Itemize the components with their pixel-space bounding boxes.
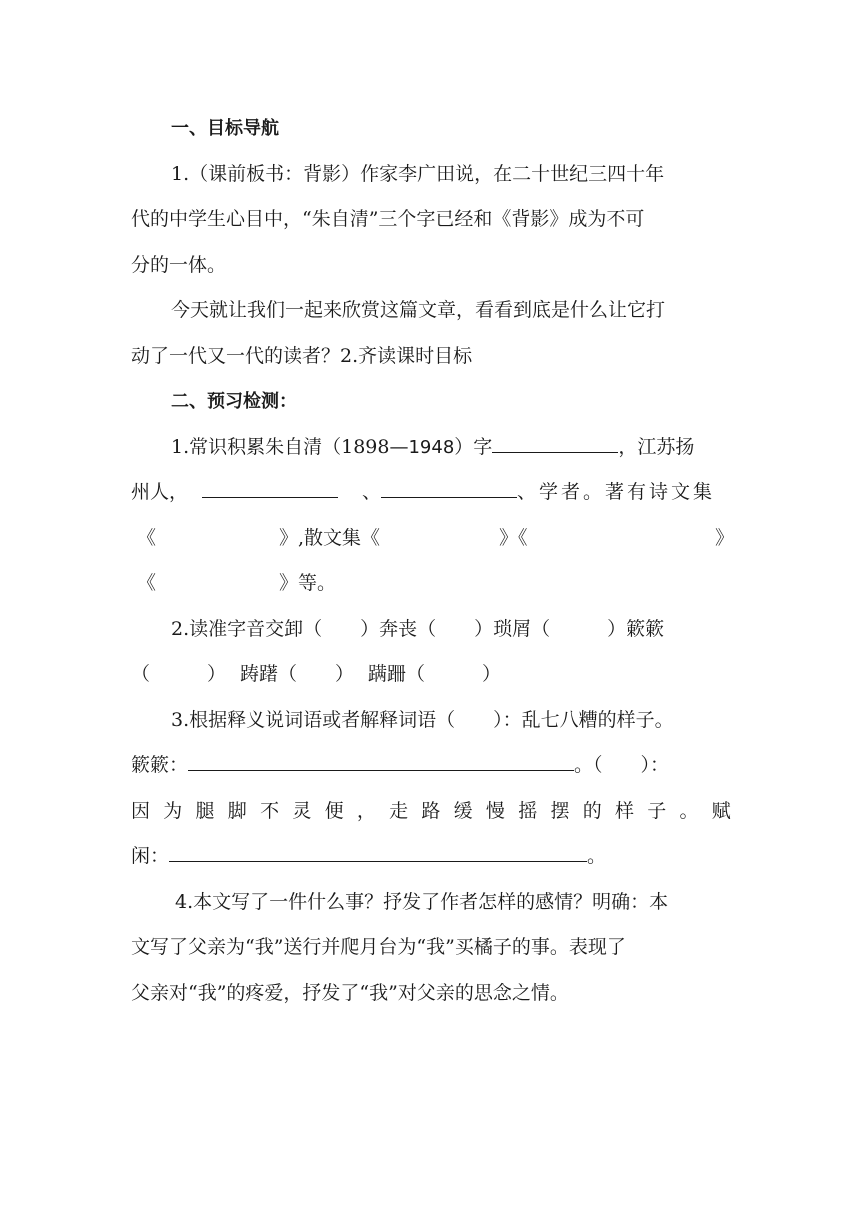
section-heading-preview: 二、预习检测： bbox=[171, 391, 297, 412]
question-char: 子 bbox=[647, 799, 667, 822]
answer-blank[interactable] bbox=[169, 839, 587, 862]
question-text: 。 bbox=[587, 845, 607, 867]
section-heading-goals: 一、目标导航 bbox=[171, 118, 279, 139]
question-text: 簌簌： bbox=[131, 754, 189, 776]
answer-blank[interactable] bbox=[492, 430, 618, 453]
question-char: 赋 bbox=[711, 799, 731, 822]
question-text: 1.常识积累朱自清（1898— bbox=[171, 435, 409, 458]
question-text: 1948 bbox=[408, 436, 455, 458]
question-1-line-4 bbox=[131, 561, 731, 607]
question-2-line-1: 2.读准字音交卸（ ）奔丧（ ）琐屑（ ）簌簌 bbox=[171, 617, 665, 640]
question-char: 不 bbox=[260, 799, 280, 822]
paragraph-line: 今天就让我们一起来欣赏这篇文章，看看到底是什么让它打 bbox=[171, 299, 666, 321]
question-3-line-1: 3.根据释义说词语或者解释词语（ ）：乱七八糟的样子。 bbox=[171, 708, 674, 731]
question-3-line-4 bbox=[131, 834, 731, 880]
question-3-line-2 bbox=[131, 743, 731, 789]
question-text: 》,散文集《 bbox=[279, 526, 381, 549]
question-char: 摇 bbox=[518, 799, 538, 822]
question-1-line-1 bbox=[131, 425, 731, 471]
question-text: 《 bbox=[137, 526, 157, 549]
question-4-line-1: 4.本文写了一件什么事？抒发了作者怎样的感情？明确：本 bbox=[175, 890, 669, 913]
answer-blank[interactable] bbox=[381, 475, 517, 498]
question-1-line-2 bbox=[131, 470, 731, 516]
question-text: 、学者。著有诗文集 bbox=[517, 481, 716, 503]
question-char: 便 bbox=[324, 799, 344, 822]
question-char: 走 bbox=[389, 799, 409, 822]
paragraph-line: 1.（课前板书：背影）作家李广田说，在二十世纪三四十年 bbox=[171, 162, 665, 185]
question-text: 蹒跚（ ） bbox=[368, 663, 502, 685]
question-char: 灵 bbox=[292, 799, 312, 822]
paragraph-line: 动了一代又一代的读者？2.齐读课时目标 bbox=[131, 344, 473, 367]
question-text: 》 bbox=[715, 526, 735, 549]
question-char: 因 bbox=[131, 799, 151, 822]
question-char: 的 bbox=[582, 799, 602, 822]
answer-blank[interactable] bbox=[202, 475, 338, 498]
question-char: 脚 bbox=[227, 799, 247, 822]
question-text: 《 bbox=[137, 572, 157, 594]
question-2-line-2 bbox=[131, 652, 731, 698]
question-char: 摆 bbox=[550, 799, 570, 822]
question-text: （ ） bbox=[131, 663, 227, 685]
question-char: ， bbox=[356, 799, 376, 822]
question-char: 。 bbox=[679, 799, 699, 822]
question-char: 为 bbox=[163, 799, 183, 822]
question-text: 州人， bbox=[131, 481, 189, 503]
question-4-line-2: 文写了父亲为“我”送行并爬月台为“我”买橘子的事。表现了 bbox=[131, 936, 626, 958]
paragraph-line: 分的一体。 bbox=[131, 253, 227, 276]
question-text: 、 bbox=[362, 481, 382, 503]
question-text: 》等。 bbox=[279, 572, 337, 594]
question-text: ，江苏扬 bbox=[618, 435, 695, 458]
question-1-line-3 bbox=[131, 516, 735, 562]
question-char: 缓 bbox=[453, 799, 473, 822]
question-char: 慢 bbox=[485, 799, 505, 822]
question-char: 样 bbox=[614, 799, 634, 822]
question-text: ）字 bbox=[454, 435, 493, 458]
question-text: 》《 bbox=[499, 526, 528, 549]
question-text: 闲： bbox=[131, 845, 170, 867]
question-char: 路 bbox=[421, 799, 441, 822]
answer-blank[interactable] bbox=[188, 748, 574, 771]
question-char: 腿 bbox=[195, 799, 215, 822]
document-page bbox=[131, 106, 735, 1016]
question-text: 踌躇（ ） bbox=[240, 663, 355, 685]
question-4-line-3: 父亲对“我”的疼爱，抒发了“我”对父亲的思念之情。 bbox=[131, 981, 569, 1004]
question-3-line-3 bbox=[131, 789, 731, 835]
paragraph-line: 代的中学生心目中，“朱自清”三个字已经和《背影》成为不可 bbox=[131, 208, 645, 230]
question-text: 。（ ）： bbox=[574, 754, 670, 776]
